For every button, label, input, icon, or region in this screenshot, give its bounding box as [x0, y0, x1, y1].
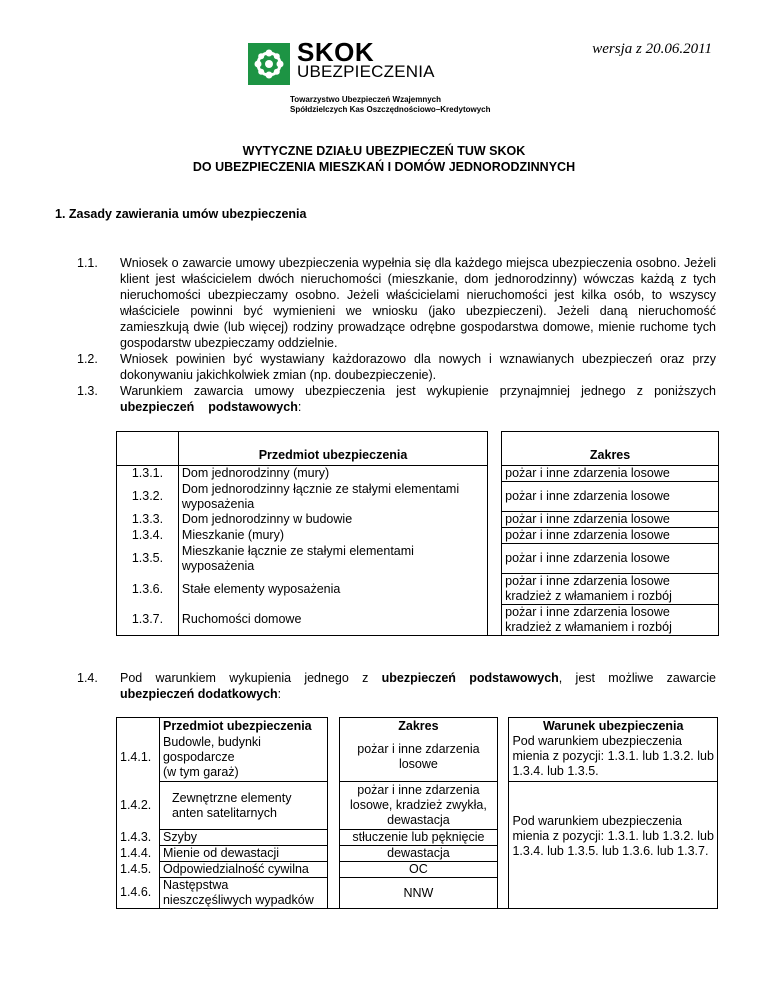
scope-line: stłuczenie lub pęknięcie — [352, 830, 485, 844]
colon: : — [277, 687, 282, 701]
row-subject — [159, 830, 327, 846]
table-row — [117, 466, 719, 482]
condition-line: mienia z pozycji: 1.3.1. lub 1.3.2. lub — [512, 828, 714, 843]
scope-line: kradzież z włamaniem i rozbój — [505, 589, 672, 603]
row-scope — [502, 466, 719, 482]
subject-line: anten satelitarnych — [171, 805, 277, 820]
condition-line: 1.3.4. lub 1.3.5. lub 1.3.6. lub 1.3.7. — [512, 843, 709, 858]
table-row — [117, 528, 719, 544]
condition-line: Pod warunkiem ubezpieczenia — [512, 733, 682, 748]
table-spacer — [327, 862, 340, 878]
row-number: 1.3.5. — [117, 544, 179, 574]
version-date: wersja z 20.06.2011 — [592, 41, 712, 57]
table-spacer — [327, 782, 340, 830]
row-scope — [502, 574, 719, 605]
row-subject: Dom jednorodzinny łącznie ze stałymi elementami wyposażenia — [178, 482, 487, 512]
table-spacer — [327, 878, 340, 909]
table-spacer — [497, 718, 509, 734]
row-number: 1.3.2. — [117, 482, 179, 512]
row-subject — [159, 846, 327, 862]
table-row — [117, 544, 719, 574]
row-condition — [509, 782, 718, 909]
table-spacer — [488, 528, 502, 544]
bold-term: podstawowych — [208, 400, 298, 414]
table-spacer — [497, 846, 509, 862]
paragraph-1-4 — [120, 670, 716, 686]
bold-term: ubezpieczeń dodatkowych — [120, 687, 278, 701]
row-number: 1.4.3. — [117, 830, 160, 846]
brand-name: SKOK — [297, 37, 375, 67]
table-spacer — [497, 862, 509, 878]
table-spacer — [488, 466, 502, 482]
table-spacer — [497, 782, 509, 830]
paragraph-number: 1.1. — [77, 256, 98, 270]
row-scope — [340, 734, 497, 782]
scope-line: losowe — [398, 757, 438, 772]
additional-insurance-table — [116, 717, 718, 909]
row-subject: Dom jednorodzinny (mury) — [178, 466, 487, 482]
table-header-scope: Zakres — [340, 718, 497, 734]
table-header-number — [117, 432, 179, 466]
table-header-subject: Przedmiot ubezpieczenia — [159, 718, 327, 734]
section-heading: 1. Zasady zawierania umów ubezpieczenia — [55, 207, 307, 221]
table-header-condition: Warunek ubezpieczenia — [509, 718, 718, 734]
row-subject — [159, 862, 327, 878]
row-scope — [340, 862, 497, 878]
row-subject — [159, 782, 327, 830]
table-spacer — [488, 574, 502, 605]
document-title-line2: DO UBEZPIECZENIA MIESZKAŃ I DOMÓW JEDNORODZINNYCH — [192, 160, 576, 174]
row-scope — [502, 482, 719, 512]
colon: : — [297, 400, 302, 414]
scope-line: pożar i inne zdarzenia — [357, 742, 480, 757]
row-scope — [502, 544, 719, 574]
subject-line: nieszczęśliwych wypadków — [162, 893, 314, 907]
scope-line: NNW — [403, 885, 434, 900]
row-number: 1.3.3. — [117, 512, 179, 528]
scope-line: losowe, kradzież zwykła, — [349, 798, 487, 812]
table-spacer — [497, 734, 509, 782]
row-scope — [340, 878, 497, 909]
condition-line: 1.3.4. lub 1.3.5. — [512, 763, 599, 778]
document-title-line1: WYTYCZNE DZIAŁU UBEZPIECZEŃ TUW SKOK — [242, 144, 526, 158]
table-spacer — [497, 878, 509, 909]
org-name-line2: Spółdzielczych Kas Oszczędnościowo–Kredytowych — [290, 105, 491, 114]
table-header-number — [117, 718, 160, 734]
row-number: 1.3.4. — [117, 528, 179, 544]
bold-term: ubezpieczeń — [120, 400, 195, 414]
table-row — [117, 482, 719, 512]
row-scope — [340, 846, 497, 862]
subject-line: Następstwa — [162, 878, 229, 892]
paragraph-number: 1.2. — [77, 352, 98, 366]
row-subject: Dom jednorodzinny w budowie — [178, 512, 487, 528]
text: , jest możliwe zawarcie — [558, 671, 716, 685]
subject-line: Odpowiedzialność cywilna — [162, 862, 309, 876]
table-row — [117, 734, 718, 782]
table-row — [117, 605, 719, 636]
subject-line: (w tym garaż) — [162, 764, 239, 779]
subject-line: Zewnętrzne elementy — [171, 790, 292, 805]
row-subject — [159, 734, 327, 782]
subject-line: Mienie od dewastacji — [162, 846, 280, 860]
table-spacer — [497, 830, 509, 846]
scope-line: pożar i inne zdarzenia losowe — [505, 551, 670, 565]
row-number: 1.3.1. — [117, 466, 179, 482]
row-scope — [502, 512, 719, 528]
scope-line: pożar i inne zdarzenia — [357, 783, 480, 797]
scope-line: kradzież z włamaniem i rozbój — [505, 620, 672, 634]
scope-line: dewastacja — [387, 846, 450, 860]
paragraph-1-3: Warunkiem zawarcia umowy ubezpieczenia jest wykupienie przynajmniej jednego z poniższych — [120, 384, 716, 398]
table-spacer — [488, 482, 502, 512]
table-row — [117, 574, 719, 605]
table-spacer — [488, 605, 502, 636]
row-subject: Mieszkanie łącznie ze stałymi elementami wyposażenia — [178, 544, 487, 574]
row-scope — [340, 782, 497, 830]
scope-line: pożar i inne zdarzenia losowe — [505, 528, 670, 542]
row-scope — [502, 528, 719, 544]
bold-term: ubezpieczeń podstawowych — [381, 671, 559, 685]
row-number: 1.3.6. — [117, 574, 179, 605]
scope-line: pożar i inne zdarzenia losowe — [505, 512, 670, 526]
row-scope — [340, 830, 497, 846]
row-number: 1.3.7. — [117, 605, 179, 636]
table-row — [117, 782, 718, 830]
table-spacer — [488, 512, 502, 528]
table-header-subject: Przedmiot ubezpieczenia — [178, 432, 487, 466]
table-spacer — [327, 718, 340, 734]
scope-line: pożar i inne zdarzenia losowe — [505, 489, 670, 503]
row-number: 1.4.2. — [117, 782, 160, 830]
paragraph-number: 1.4. — [77, 671, 98, 685]
row-subject: Ruchomości domowe — [178, 605, 487, 636]
condition-line: mienia z pozycji: 1.3.1. lub 1.3.2. lub — [512, 748, 714, 763]
scope-line: pożar i inne zdarzenia losowe — [505, 605, 670, 619]
table-spacer — [488, 544, 502, 574]
row-number: 1.4.1. — [117, 734, 160, 782]
row-subject: Mieszkanie (mury) — [178, 528, 487, 544]
scope-line: pożar i inne zdarzenia losowe — [505, 574, 670, 588]
scope-line: dewastacja — [387, 813, 450, 827]
row-number: 1.4.4. — [117, 846, 160, 862]
paragraph-1-1: Wniosek o zawarcie umowy ubezpieczenia wypełnia się dla każdego miejsca ubezpieczenia osobno. Jeżeli klient jest właścicielem dwóch nieruchomości (mieszkanie, dom jednorodzinny) wówczas każdą z tych nieruchomości ubezpieczamy osobno. Jeżeli właścicielami nieruchomości jest kilka osób, to wszyscy właściciele powinni być wymienieni we wniosku (jako ubezpieczeni). Jeżeli daną nieruchomość zamieszkują dwie (lub więcej) rodziny prowadzące odrębne gospodarstwa domowe, mienie ruchome tych gospodarstw ubezpieczamy oddzielnie. — [120, 256, 716, 350]
table-spacer — [327, 846, 340, 862]
row-subject: Stałe elementy wyposażenia — [178, 574, 487, 605]
subject-line: gospodarcze — [162, 749, 235, 764]
row-scope — [502, 605, 719, 636]
table-spacer — [327, 830, 340, 846]
table-spacer — [327, 734, 340, 782]
table-header-scope: Zakres — [502, 432, 719, 466]
paragraph-1-4-bold — [120, 686, 281, 702]
table-row — [117, 512, 719, 528]
brand-subname: UBEZPIECZENIA — [297, 62, 435, 81]
basic-insurance-table — [116, 431, 719, 636]
table-spacer — [488, 432, 502, 466]
condition-line: Pod warunkiem ubezpieczenia — [512, 813, 682, 828]
row-number: 1.4.5. — [117, 862, 160, 878]
org-name-line1: Towarzystwo Ubezpieczeń Wzajemnych — [290, 95, 441, 104]
paragraph-number: 1.3. — [77, 384, 98, 398]
scope-line: OC — [409, 862, 428, 876]
row-number: 1.4.6. — [117, 878, 160, 909]
row-subject — [159, 878, 327, 909]
subject-line: Szyby — [162, 830, 198, 844]
subject-line: Budowle, budynki — [162, 734, 261, 749]
scope-line: pożar i inne zdarzenia losowe — [505, 466, 670, 480]
skok-logo-icon — [248, 43, 290, 85]
paragraph-1-2: Wniosek powinien być wystawiany każdorazowo dla nowych i wznawianych ubezpieczeń oraz przy dokonywaniu jakichkolwiek zmian (np. doubezpieczenie). — [120, 352, 716, 382]
text: Pod warunkiem wykupienia jednego z — [120, 671, 369, 685]
paragraph-1-3-bold — [120, 399, 301, 415]
row-condition — [509, 734, 718, 782]
